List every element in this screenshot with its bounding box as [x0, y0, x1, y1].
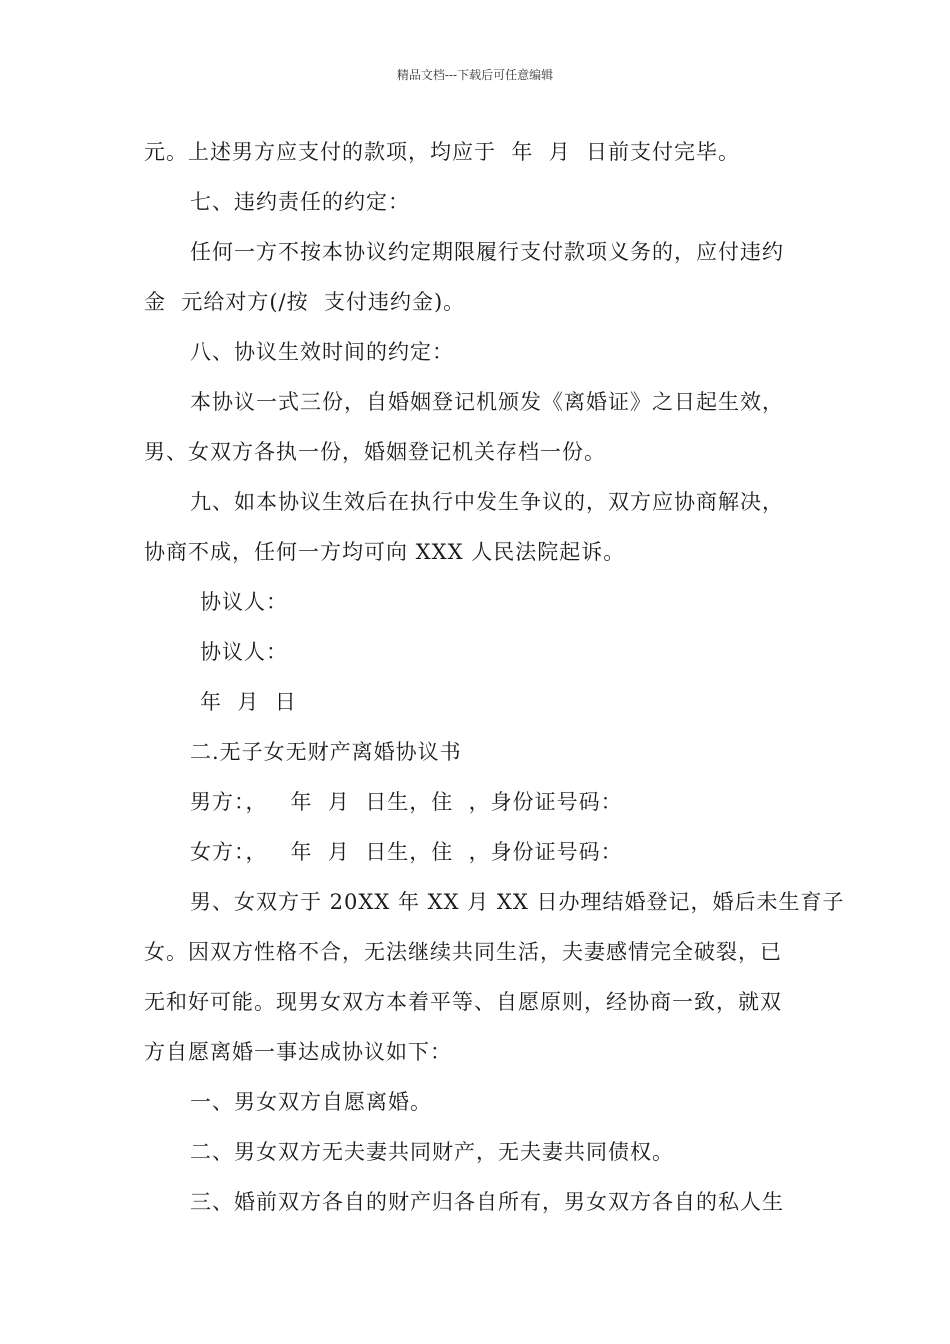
- document-title: 二.无子女无财产离婚协议书: [190, 740, 462, 764]
- signatory-label: 协议人：: [200, 640, 288, 664]
- clause-line: 二、男女双方无夫妻共同财产，无夫妻共同债权。: [190, 1140, 674, 1164]
- body-line: 九、如本协议生效后在执行中发生争议的，双方应协商解决，: [190, 490, 784, 514]
- body-line: 任何一方不按本协议约定期限履行支付款项义务的，应付违约: [190, 240, 784, 264]
- clause-line: 一、男女双方自愿离婚。: [190, 1090, 432, 1114]
- party-male: 男方：， 年 月 日生，住 ，身份证号码：: [190, 790, 623, 814]
- section-heading: 七、违约责任的约定：: [190, 190, 410, 214]
- date-line: 年 月 日: [200, 690, 297, 714]
- body-line: 元。上述男方应支付的款项，均应于 年 月 日前支付完毕。: [144, 140, 741, 164]
- body-line: 金 元给对方(/按 支付违约金)。: [144, 290, 466, 314]
- body-line: 女。因双方性格不合，无法继续共同生活，夫妻感情完全破裂，已: [144, 940, 782, 964]
- body-line: 无和好可能。现男女双方本着平等、自愿原则，经协商一致，就双: [144, 990, 782, 1014]
- section-heading: 八、协议生效时间的约定：: [190, 340, 454, 364]
- body-line: 男、女双方于 20XX 年 XX 月 XX 日办理结婚登记，婚后未生育子: [190, 890, 845, 914]
- body-line: 本协议一式三份，自婚姻登记机颁发《离婚证》之日起生效，: [190, 390, 784, 414]
- body-line: 方自愿离婚一事达成协议如下：: [144, 1040, 452, 1064]
- clause-line: 三、婚前双方各自的财产归各自所有，男女双方各自的私人生: [190, 1190, 784, 1214]
- party-female: 女方：， 年 月 日生，住 ，身份证号码：: [190, 840, 623, 864]
- body-line: 男、女双方各执一份，婚姻登记机关存档一份。: [144, 440, 606, 464]
- body-line: 协商不成，任何一方均可向 XXX 人民法院起诉。: [144, 540, 626, 564]
- signatory-label: 协议人：: [200, 590, 288, 614]
- page-header: 精品文档---下载后可任意编辑: [396, 68, 554, 82]
